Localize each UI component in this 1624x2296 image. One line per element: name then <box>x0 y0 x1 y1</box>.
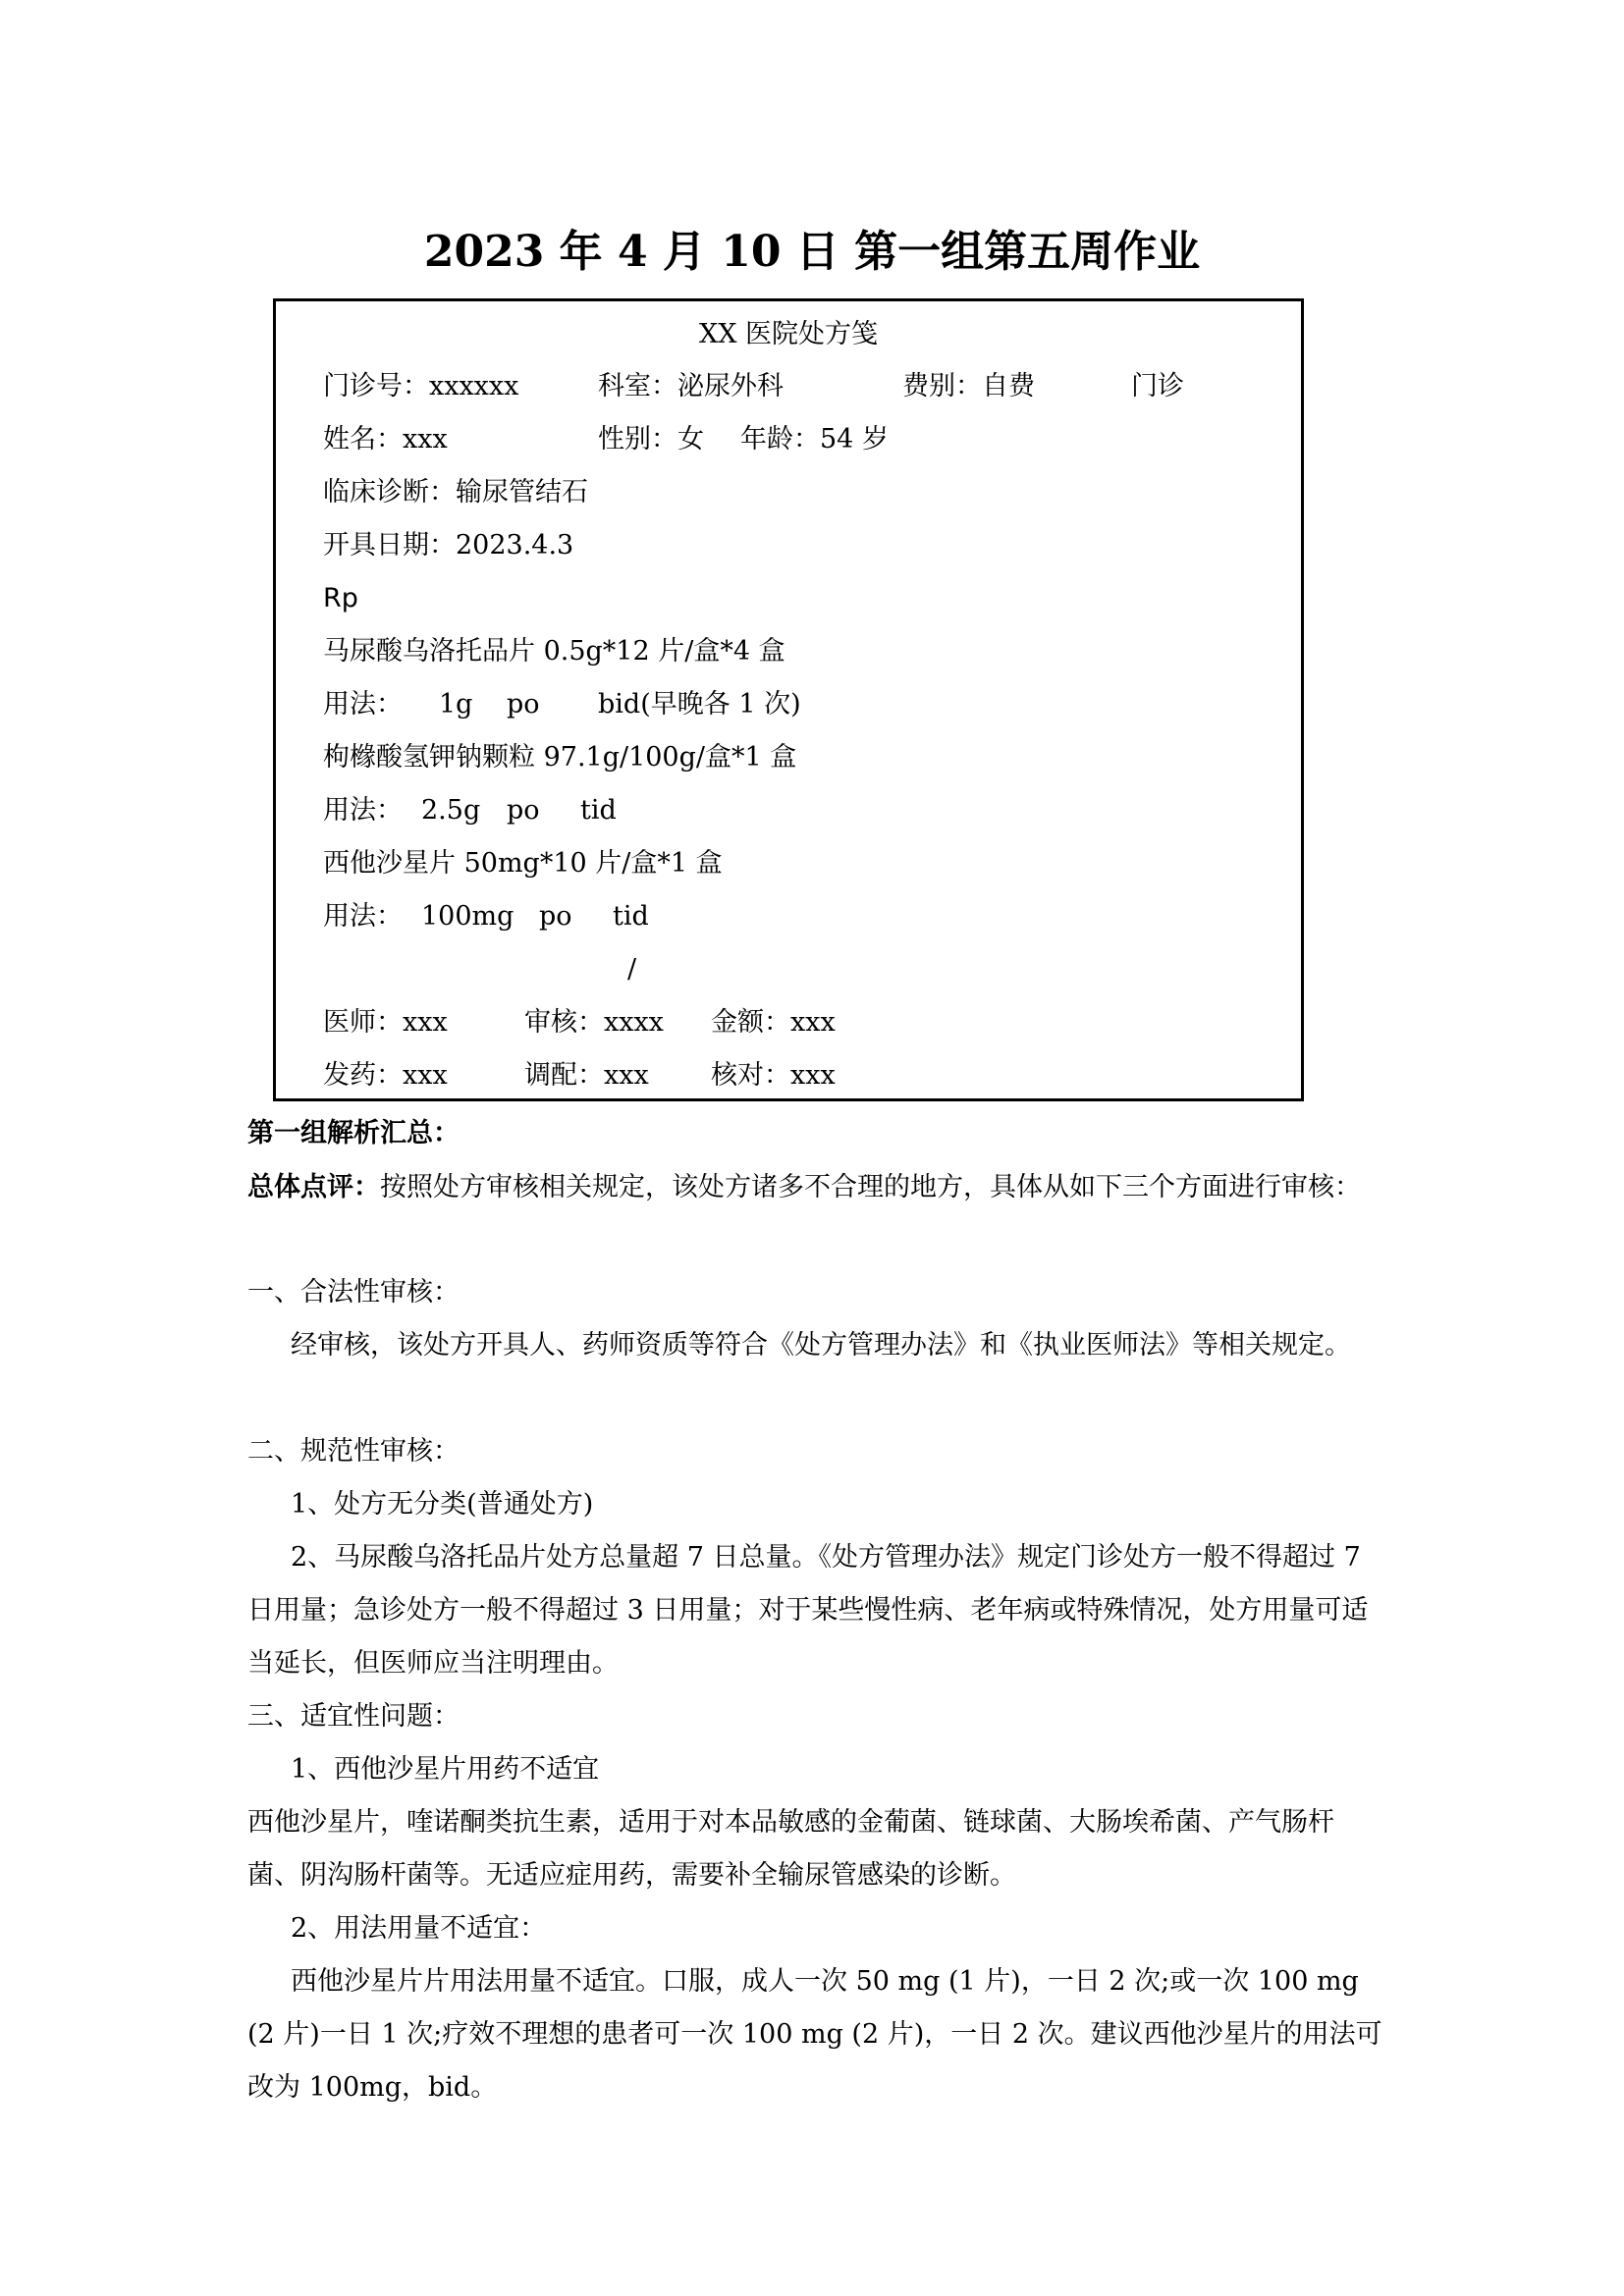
overall-label: 总体点评： <box>247 1172 380 1202</box>
amount: 金额：xxx <box>711 1007 836 1038</box>
patient-name: 姓名：xxx <box>323 424 448 454</box>
section-3-item-2: 2、用法用量不适宜： <box>291 1913 547 1944</box>
rp-text: Rp <box>323 583 358 614</box>
usage-2-dose: 2.5g <box>421 795 481 826</box>
overall-review <box>247 1161 1386 1214</box>
drug-3-name: 西他沙星片 50mg*10 片/盒*1 盒 <box>323 848 723 879</box>
reviewer: 审核：xxxx <box>524 1007 664 1038</box>
section-3-heading: 三、适宜性问题： <box>247 1701 460 1732</box>
document-title: 2023 年 4 月 10 日 第一组第五周作业 <box>423 227 1201 277</box>
fee-type: 费别：自费 <box>902 371 1035 401</box>
drug-2-name: 枸橼酸氢钾钠颗粒 97.1g/100g/盒*1 盒 <box>323 742 797 773</box>
section-3-item-1: 1、西他沙星片用药不适宜 <box>291 1754 600 1785</box>
section-2-item-2: 2、马尿酸乌洛托品片处方总量超 7 日总量。《处方管理办法》规定门诊处方一般不得超过 7 日用量；急诊处方一般不得超过 3 日用量；对于某些慢性病、老年病或特殊情况，处方用量可适当延长，但医师应当注明理由。 <box>247 1542 1369 1679</box>
section-1-heading: 一、合法性审核： <box>247 1277 460 1308</box>
summary-heading: 第一组解析汇总： <box>247 1118 460 1148</box>
patient-gender: 性别：女 <box>598 424 704 454</box>
drug-1-name: 马尿酸乌洛托品片 0.5g*12 片/盒*4 盒 <box>323 636 785 667</box>
usage-1-label: 用法： <box>323 689 403 720</box>
prescription-title: XX 医院处方笺 <box>698 319 879 349</box>
dispenser: 发药：xxx <box>323 1060 448 1091</box>
usage-1-dose: 1g <box>439 689 473 720</box>
usage-2-route: po <box>507 795 540 826</box>
usage-3-route: po <box>539 901 572 932</box>
usage-1-frequency: bid(早晚各 1 次) <box>598 689 801 720</box>
diagnosis-text: 临床诊断：输尿管结石 <box>323 477 588 507</box>
department: 科室：泌尿外科 <box>598 371 784 401</box>
checker: 核对：xxx <box>711 1060 836 1091</box>
usage-2-frequency: tid <box>580 795 617 826</box>
usage-1-route: po <box>507 689 540 720</box>
section-2-item-1: 1、处方无分类(普通处方) <box>291 1489 594 1520</box>
patient-age: 年龄：54 岁 <box>740 424 889 454</box>
usage-3-label: 用法： <box>323 901 403 932</box>
usage-3-frequency: tid <box>613 901 649 932</box>
section-3-item-1-text: 西他沙星片，喹诺酮类抗生素，适用于对本品敏感的金葡菌、链球菌、大肠埃希菌、产气肠杆菌、阴沟肠杆菌等。无适应症用药，需要补全输尿管感染的诊断。 <box>247 1807 1334 1891</box>
slash-mark: / <box>627 954 637 985</box>
issue-date-text: 开具日期：2023.4.3 <box>323 530 574 561</box>
compounder: 调配：xxx <box>524 1060 649 1091</box>
overall-text: 按照处方审核相关规定，该处方诸多不合理的地方，具体从如下三个方面进行审核： <box>380 1172 1361 1202</box>
section-3-item-2-text: 西他沙星片片用法用量不适宜。口服，成人一次 50 mg (1 片)，一日 2 次;或一次 100 mg (2 片)一日 1 次;疗效不理想的患者可一次 100 mg (2 片)，一日 2 次。建议西他沙星片的用法可改为 100mg，bid。 <box>247 1966 1382 2103</box>
doctor: 医师：xxx <box>323 1007 448 1038</box>
usage-2-label: 用法： <box>323 795 403 826</box>
visit-type: 门诊 <box>1131 371 1184 401</box>
clinic-number: 门诊号：xxxxxx <box>323 371 519 401</box>
prescription-form <box>273 298 1304 1101</box>
section-2-heading: 二、规范性审核： <box>247 1436 460 1467</box>
section-1-text: 经审核，该处方开具人、药师资质等符合《处方管理办法》和《执业医师法》等相关规定。 <box>291 1330 1351 1361</box>
usage-3-dose: 100mg <box>421 901 514 932</box>
